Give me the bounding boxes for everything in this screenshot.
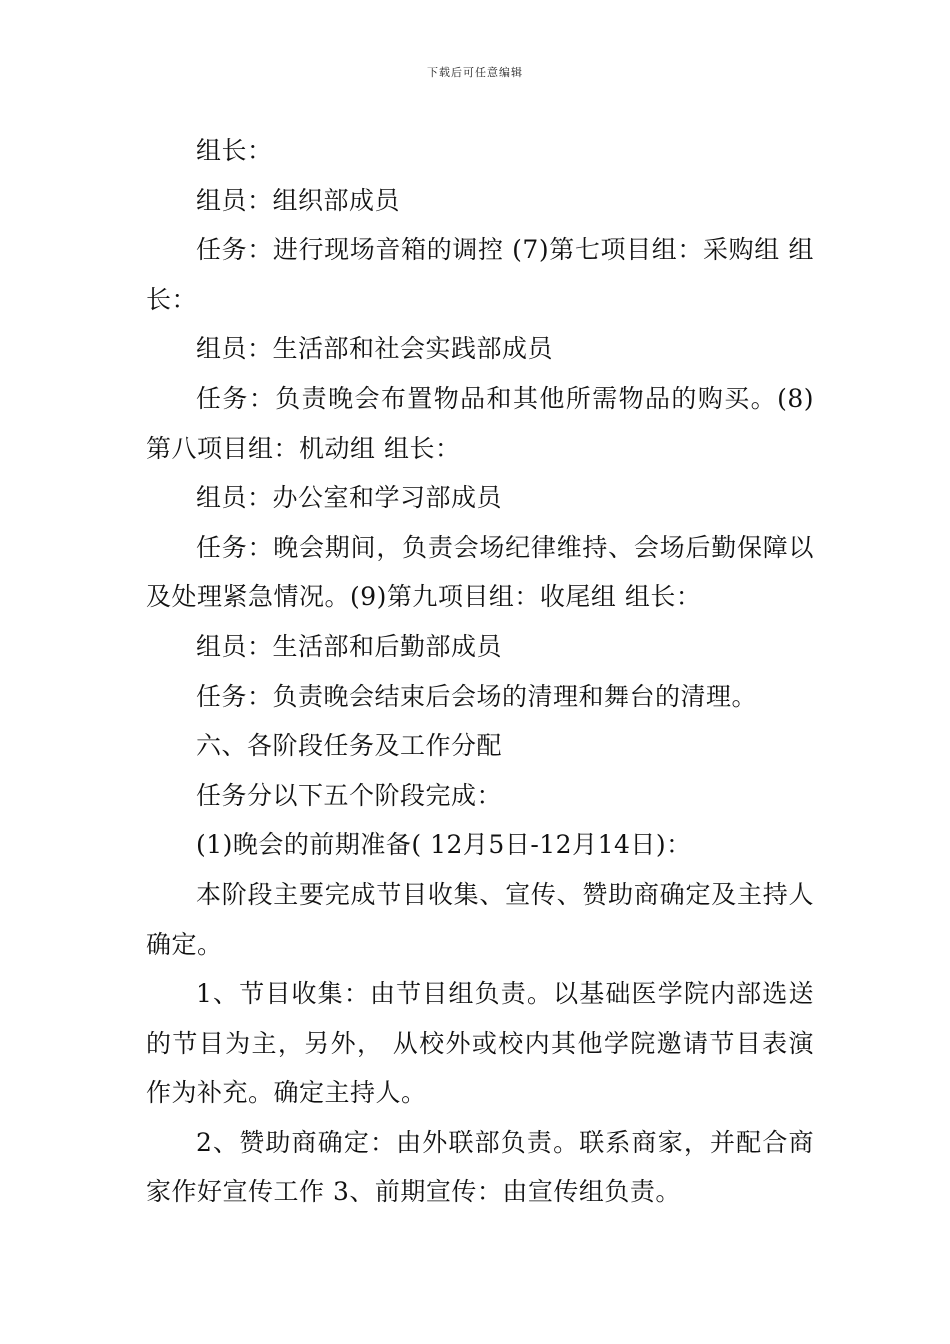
section-heading: 六、各阶段任务及工作分配 [196,731,503,761]
paragraph: 组员：生活部和社会实践部成员 [196,334,554,364]
paragraph: 组员：办公室和学习部成员 [196,483,503,513]
document-body [146,126,814,1217]
paragraph: 2、赞助商确定：由外联部负责。联系商家，并配合商家作好宣传工作 3、前期宣传：由宣传组负责。 [146,1127,814,1207]
page-header: 下载后可任意编辑 [427,66,523,79]
paragraph: 1、节目收集：由节目组负责。以基础医学院内部选送的节目为主，另外， 从校外或校内其他学院邀请节目表演作为补充。确定主持人。 [146,979,814,1108]
paragraph: 本阶段主要完成节目收集、宣传、赞助商确定及主持人确定。 [146,879,814,959]
paragraph: (1)晚会的前期准备( 12月5日-12月14日)： [196,830,692,860]
paragraph: 组长： [196,136,273,165]
paragraph: 任务：负责晚会结束后会场的清理和舞台的清理。 [196,681,758,711]
paragraph: 组员：组织部成员 [196,185,401,215]
paragraph: 任务：晚会期间，负责会场纪律维持、会场后勤保障以及处理紧急情况。(9)第九项目组：收尾组 组长： [146,532,814,612]
paragraph: 任务分以下五个阶段完成： [196,780,503,810]
paragraph: 任务：负责晚会布置物品和其他所需物品的购买。(8)第八项目组：机动组 组长： [146,383,814,463]
paragraph: 任务：进行现场音箱的调控 (7)第七项目组：采购组 组长： [146,235,814,314]
paragraph: 组员：生活部和后勤部成员 [196,631,503,661]
